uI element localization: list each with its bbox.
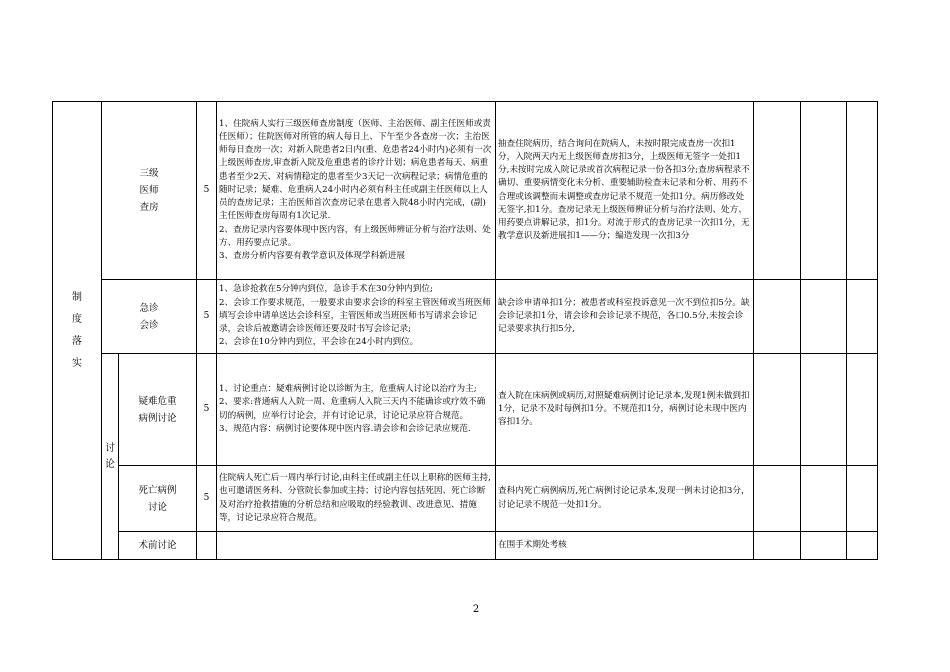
- blank-cell: [754, 280, 801, 354]
- blank-cell: [754, 354, 801, 466]
- blank-cell: [801, 102, 847, 280]
- table-row: [53, 354, 878, 466]
- item-name-line: 急诊: [139, 302, 159, 314]
- blank-cell: [801, 354, 847, 466]
- requirements-cell: [217, 280, 496, 354]
- check-method-cell: 查入院在床病例或病历,对照疑难病例讨论记录本,发现1例未做到扣1分，记录不及时每例扣1分。不规范扣1分，病例讨论未现中医内容扣1分。: [496, 354, 754, 466]
- check-method-cell: 在围手术期处考核: [496, 532, 754, 560]
- discussion-label-char: 讨: [105, 442, 115, 454]
- item-name-cell: [102, 102, 197, 280]
- table-row: [53, 280, 878, 354]
- requirement-item: 2、会诊在10分钟内到位，平会诊在24小时内到位。: [219, 337, 419, 348]
- score-cell: [197, 532, 217, 560]
- requirement-item: 1、急诊抢救在5分钟内到位，急诊手术在30分钟内到位;: [219, 284, 433, 295]
- requirement-item: 3、查房分析内容要有教学意识及体现学科新进展: [219, 250, 405, 261]
- blank-cell: [847, 102, 878, 280]
- page-number: 2: [472, 604, 480, 615]
- assessment-table: [52, 101, 878, 560]
- blank-cell: [801, 280, 847, 354]
- score-cell: 5: [197, 354, 217, 466]
- table-row: [53, 102, 878, 280]
- requirement-item: 住院病人死亡后一周内举行讨论,由科主任或副主任以上职称的医师主持,也可邀请医务科、分管院长参加或主持；讨论内容包括死因、死亡诊断及对治疗抢救措施的分析总结和应吸取的经验教训、改进意见、措施等，讨论记录应符合规范。: [219, 473, 491, 523]
- table-row: [53, 532, 878, 560]
- section-label-char: 实: [72, 357, 82, 369]
- discussion-label-char: 论: [105, 458, 115, 470]
- score-cell: 5: [197, 102, 217, 280]
- requirements-cell: [217, 532, 496, 560]
- discussion-group-label-cell: [102, 354, 119, 560]
- item-name-line: 病例讨论: [138, 412, 177, 424]
- blank-cell: [847, 354, 878, 466]
- blank-cell: [801, 466, 847, 532]
- item-name-cell: [119, 354, 197, 466]
- item-name-line: 会诊: [139, 319, 159, 331]
- blank-cell: [847, 466, 878, 532]
- requirement-item: 2、查房记录内容要体现中医内容，有上级医师辨证分析与治疗法则、处方、用药要点记录。: [219, 224, 491, 248]
- section-label-cell: [53, 102, 102, 560]
- requirement-item: 2、会诊工作要求规范，一般要求由要求会诊的科室主管医师或当班医师填写会诊申请单送达会诊科室，主管医师或当班医师书写请求会诊记录，会诊后被邀请会诊医师还要及时书写会诊记录;: [219, 297, 491, 335]
- item-name-line: 医师: [139, 185, 159, 196]
- blank-cell: [847, 532, 878, 560]
- score-cell: 5: [197, 280, 217, 354]
- blank-cell: [801, 532, 847, 560]
- section-label-char: 制: [72, 291, 82, 303]
- blank-cell: [847, 280, 878, 354]
- requirement-item: 3、规范内容：病例讨论要体现中医内容.请会诊和会诊记录应规范.: [219, 423, 471, 434]
- item-name-line: 讨论: [148, 501, 168, 513]
- item-name-line: 三级: [139, 168, 159, 179]
- check-method-cell: 查科内死亡病例病历,死亡病例讨论记录本,发现一例未讨论扣3分，讨论记录不规范一处扣1分。: [496, 466, 754, 532]
- section-label-char: 度: [72, 313, 82, 325]
- requirement-item: 2、要求:普通病人入院一周、危重病人入院三天内不能确诊或疗效不确切的病例，应举行讨论会，并有讨论记录，讨论记录应符合规范。: [219, 397, 486, 421]
- section-label-char: 落: [72, 335, 82, 347]
- item-name-cell: [119, 466, 197, 532]
- check-method-cell: 抽查住院病历，结合询问在院病人，未按时限完成查房一次扣1分，入院两天内无上级医师查房扣3分，上级医师无签字一处扣1分,未按时完成入院记录或首次病程记录一份各扣3分;查房病程录不确切、重要病情变化未分析、重要辅助检查未记录和分析、用药不合理或该调整而未调整或查房记录不规范一处扣1分。病历修改处无签字,扣1分。查房记录无上级医师辨证分析与治疗法则、处方、用药要点讲解记录，扣1分。对流于形式的查房记录一次扣1分，无教学意识及新进展扣1——分；编造发现一次扣3分: [496, 102, 754, 280]
- requirement-item: 1、住院病人实行三级医师查房制度（医师、主治医师、副主任医师或责任医师）；住院医师对所管的病人每日上、下午至少各查房一次；主治医师每日查房一次；对新入院患者2日内(重、危患者24小时内)必须有一次上级医师查房,审查新入院及危重患者的诊疗计划；病危患者每天、病重患者至少2天、对病情稳定的患者至少3天记一次病程记录；病情危重的随时记录；疑难、危重病人24小时内必须有科主任或副主任医师以上人员的查房记录；主治医师首次查房记录在患者入院48小时内完成，(副)主任医师查房每周有1次记录.: [219, 118, 492, 222]
- score-cell: 5: [197, 466, 217, 532]
- item-name-line: 查房: [139, 202, 159, 213]
- blank-cell: [754, 102, 801, 280]
- table-row: [53, 466, 878, 532]
- requirements-cell: [217, 354, 496, 466]
- item-name-line: 术前讨论: [138, 540, 177, 551]
- item-name-line: 疑难危重: [138, 395, 177, 407]
- blank-cell: [754, 466, 801, 532]
- requirement-item: 1、讨论重点：疑难病例讨论以诊断为主，危重病人讨论以治疗为主;: [219, 384, 477, 395]
- item-name-line: 死亡病例: [138, 484, 177, 496]
- requirements-cell: [217, 466, 496, 532]
- item-name-cell: [119, 532, 197, 560]
- item-name-cell: [102, 280, 197, 354]
- blank-cell: [754, 532, 801, 560]
- requirements-cell: [217, 102, 496, 280]
- check-method-cell: 缺会诊申请单扣1分；被患者或科室投诉意见一次不到位扣5分。缺会诊记录扣1分，请会诊和会诊记录不规范，各口0.5分,未按会诊记录要求执行扣5分,: [496, 280, 754, 354]
